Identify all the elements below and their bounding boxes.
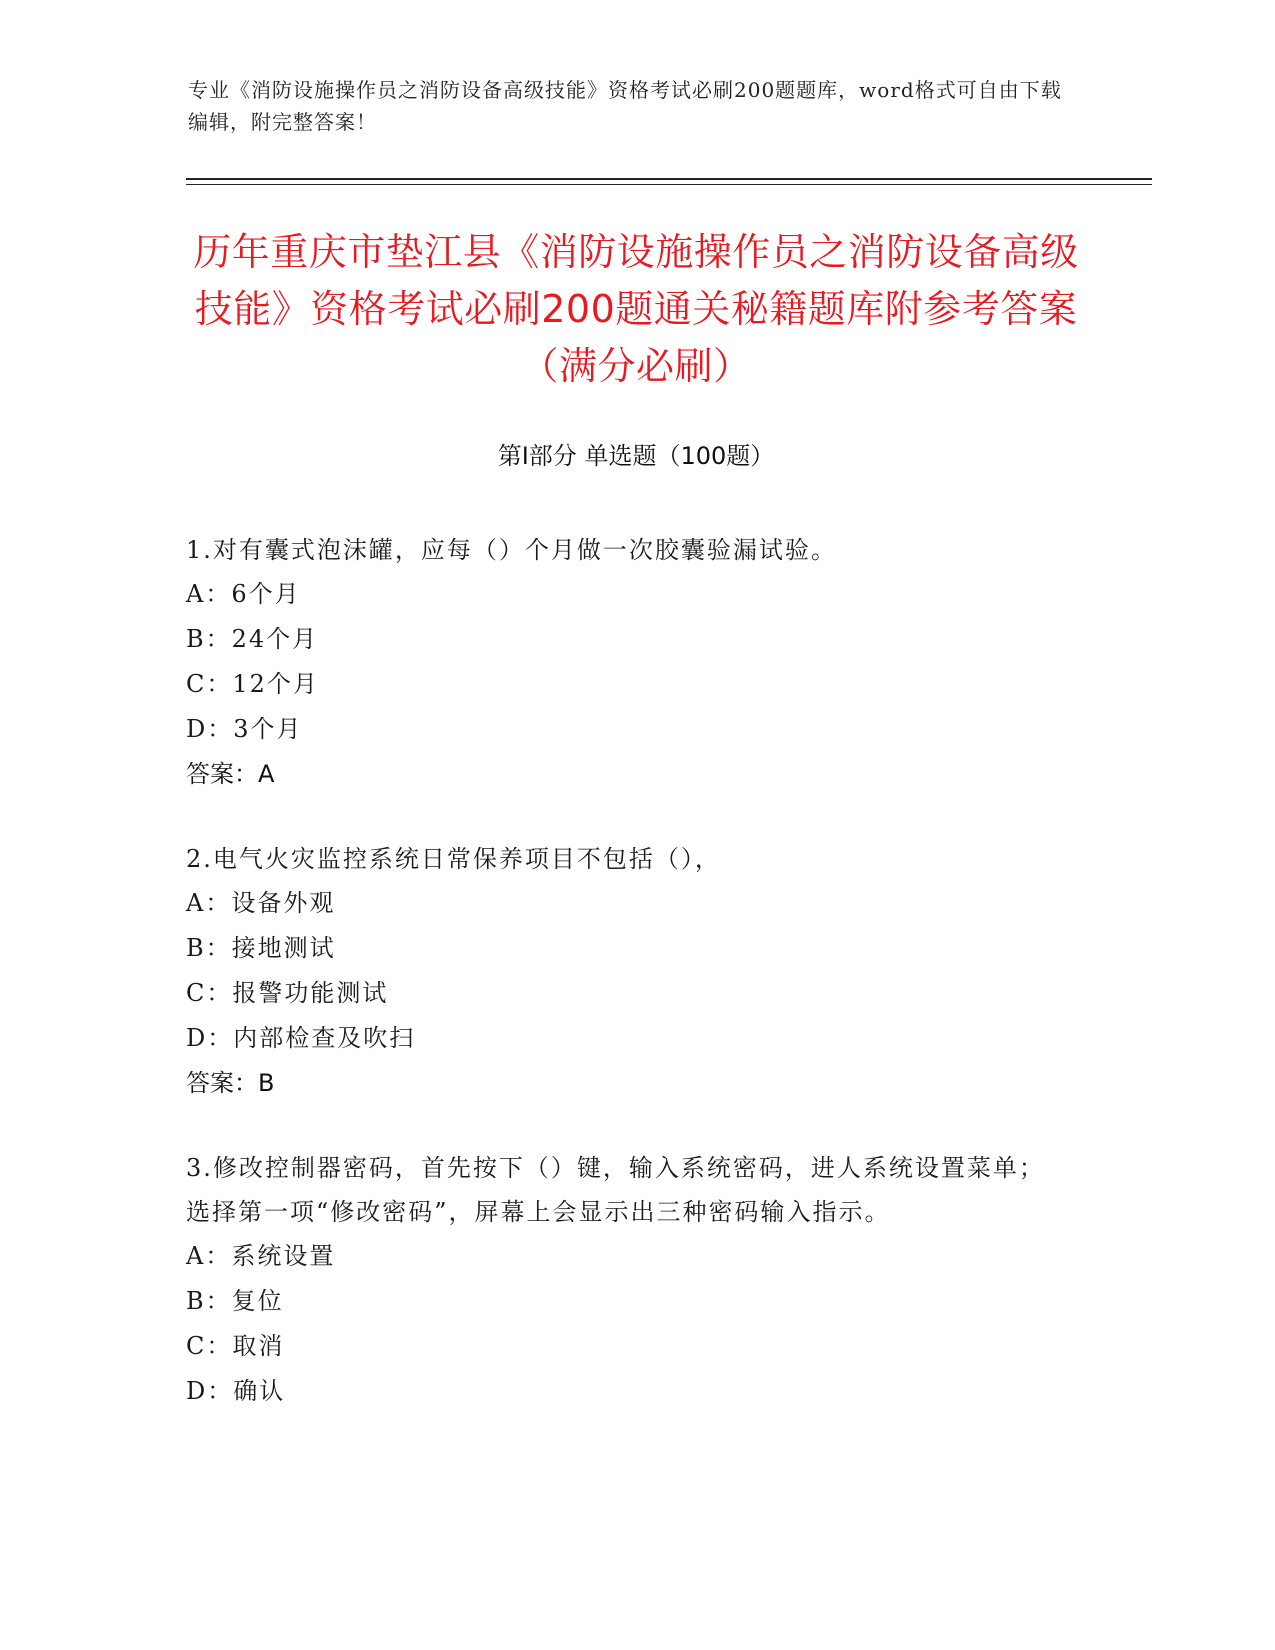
- option-a: A：系统设置: [186, 1242, 336, 1270]
- document-title: 历年重庆市垫江县《消防设施操作员之消防设备高级技能》资格考试必刷200题通关秘籍题库附参考答案（满分必刷）: [193, 230, 1079, 388]
- document-header-note: 专业《消防设施操作员之消防设备高级技能》资格考试必刷200题题库，word格式可自由下载编辑，附完整答案！: [188, 78, 1062, 134]
- question-text: 1.对有囊式泡沫罐，应每（）个月做一次胶囊验漏试验。: [186, 536, 837, 564]
- question-list: [186, 528, 1066, 1454]
- header-divider-thick: [186, 178, 1152, 180]
- option-d: D：内部检查及吹扫: [186, 1024, 416, 1052]
- question-text: 3.修改控制器密码，首先按下（）键，输入系统密码，进人系统设置菜单；选择第一项“修改密码”，屏幕上会显示出三种密码输入指示。: [186, 1154, 1045, 1226]
- header-divider-thin: [186, 184, 1152, 185]
- option-b: B：24个月: [186, 625, 319, 653]
- option-d: D：3个月: [186, 715, 303, 743]
- question-1: [186, 528, 1066, 797]
- section-heading: 第Ⅰ部分 单选题（100题）: [497, 442, 775, 470]
- option-b: B：接地测试: [186, 934, 336, 962]
- question-2: [186, 837, 1066, 1106]
- question-text: 2.电气火灾监控系统日常保养项目不包括（），: [186, 845, 721, 873]
- option-c: C：取消: [186, 1332, 285, 1360]
- option-a: A：6个月: [186, 580, 301, 608]
- answer: 答案：B: [186, 1069, 275, 1097]
- option-d: D：确认: [186, 1377, 286, 1405]
- option-c: C：12个月: [186, 670, 319, 698]
- question-3: [186, 1146, 1066, 1414]
- answer: 答案：A: [186, 760, 275, 788]
- option-b: B：复位: [186, 1287, 284, 1315]
- option-c: C：报警功能测试: [186, 979, 389, 1007]
- option-a: A：设备外观: [186, 889, 336, 917]
